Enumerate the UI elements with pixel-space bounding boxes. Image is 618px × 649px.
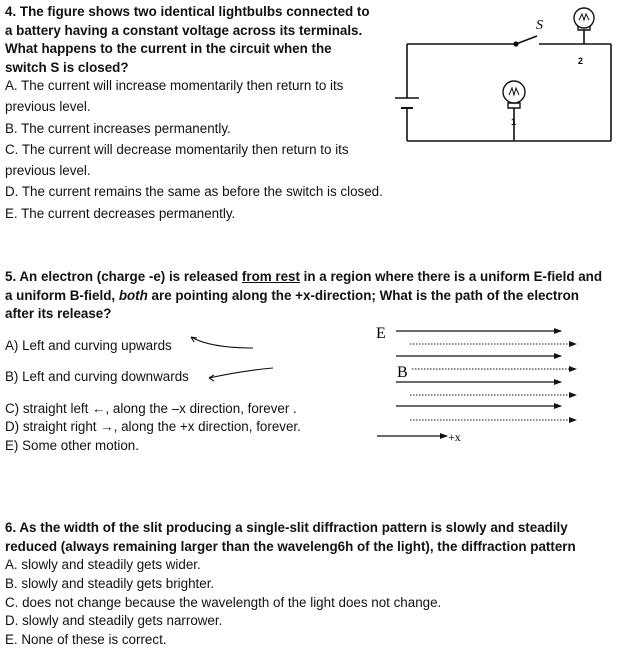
q5-stem-line-3: after its release? [5,306,112,321]
b-field-label: B [397,364,408,381]
q6-option-c[interactable]: C. does not change because the wavelength of the light does not change. [5,595,442,610]
q4-stem-line-4: switch S is closed? [5,60,129,75]
q5-option-a[interactable]: A) Left and curving upwards [5,338,172,353]
q6-stem-line-2: reduced (always remaining larger than the waveleng6h of the light), the diffraction pattern [5,539,576,554]
q4-option-e[interactable]: E. The current decreases permanently. [5,206,236,221]
q5-option-c[interactable]: C) straight left ←, along the –x direction, forever . [5,401,297,416]
bulb-2-label: 2 [578,56,584,66]
q6-option-a[interactable]: A. slowly and steadily gets wider. [5,557,201,572]
q4-option-d[interactable]: D. The current remains the same as before the switch is closed. [5,184,383,199]
q4-option-c[interactable]: C. The current will decrease momentarily then return to its [5,142,349,157]
q6-option-e[interactable]: E. None of these is correct. [5,632,167,647]
q4-stem-line-1: 4. The figure shows two identical lightbulbs connected to [5,4,370,19]
q4-stem-line-2: a battery having a constant voltage across its terminals. [5,23,363,38]
q6-option-d[interactable]: D. slowly and steadily gets narrower. [5,613,223,628]
q6-option-b[interactable]: B. slowly and steadily gets brighter. [5,576,215,591]
x-axis-label: +x [448,430,461,444]
q5-option-b[interactable]: B) Left and curving downwards [5,369,189,384]
q5-stem-line-2: a uniform B-field, both are pointing along the +x-direction; What is the path of the electron [5,288,579,303]
q4-option-b[interactable]: B. The current increases permanently. [5,121,231,136]
e-field-label: E [376,325,386,342]
q4-stem-line-3: What happens to the current in the circuit when the [5,41,332,56]
switch-label: S [536,18,543,33]
bulb-1-label: 1 [511,117,517,127]
q5-option-e[interactable]: E) Some other motion. [5,438,139,453]
q5-option-d[interactable]: D) straight right →, along the +x direction, forever. [5,419,301,434]
q4-option-c-cont: previous level. [5,163,91,178]
q5-stem-line-1: 5. An electron (charge -e) is released from rest in a region where there is a uniform E-field and [5,269,603,284]
q4-option-a[interactable]: A. The current will increase momentarily then return to its [5,78,344,93]
q6-stem-line-1: 6. As the width of the slit producing a single-slit diffraction pattern is slowly and steadily [5,520,568,535]
q4-option-a-cont: previous level. [5,99,91,114]
